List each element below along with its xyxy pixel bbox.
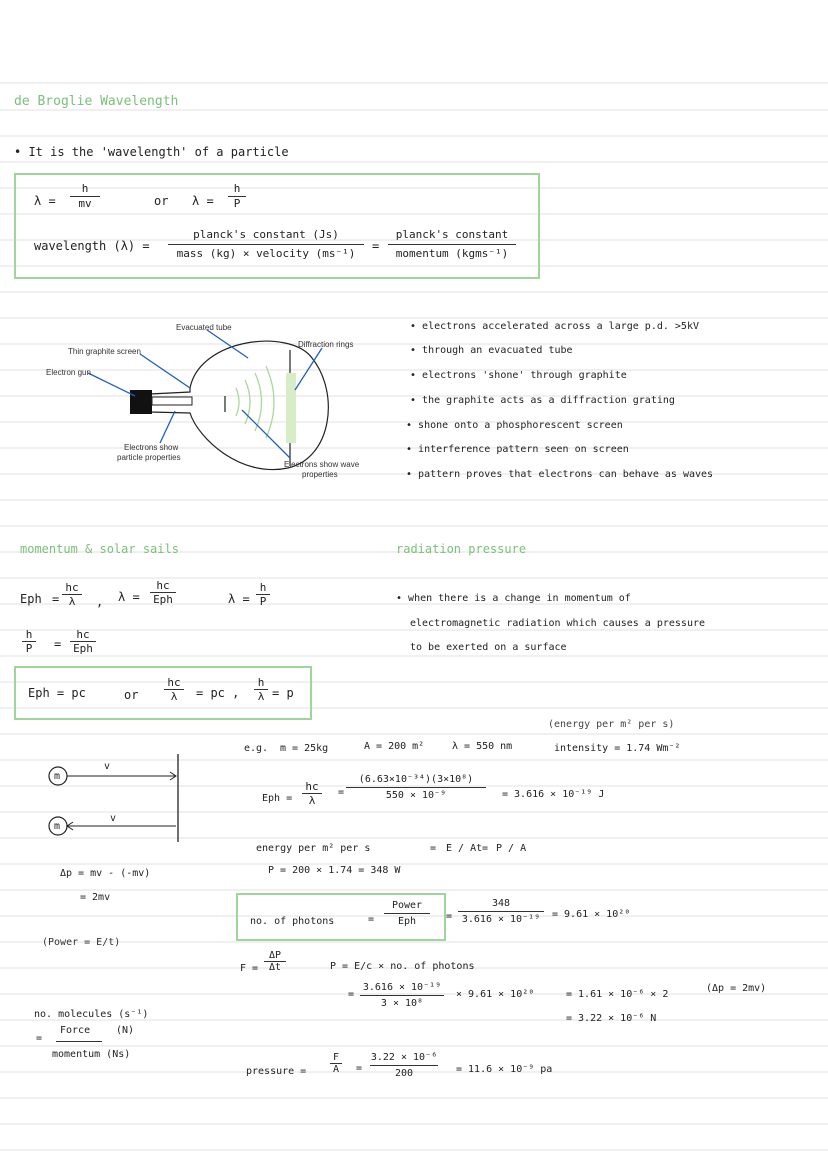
box-eph-pc: Eph = pc [28,686,86,700]
frac-h: h [257,676,265,689]
frac-lambda: λ [302,793,322,807]
frac-f-a [330,1052,342,1075]
area-value: A = 200 m² [364,741,425,752]
frac-h2: h [233,182,241,195]
force-calc-num: 3.616 × 10⁻¹⁹ [362,982,442,993]
radiation-line-1: • when there is a change in momentum of [396,593,631,604]
arrow-thin-graphite [140,354,190,388]
dp-line-1: Δp = mv - (-mv) [60,868,151,879]
radiation-line-3: to be exerted on a surface [410,642,567,653]
box-frac-hc-lambda [164,676,184,703]
frac-p: P [22,641,36,655]
frac-hc: hc [167,676,181,689]
mass-label-2: m [54,821,61,832]
frac-h: h [259,581,267,594]
frac-power: Power [391,900,423,911]
num-planck: planck's constant (Js) [193,228,339,241]
frac-h: h [81,182,89,195]
frac-dt: Δt [264,961,286,973]
frac-eph: Eph [384,913,430,927]
label-wave-1: Electrons show wave [284,460,360,469]
frac-348 [458,898,544,925]
e-over-at: E / At [446,843,483,854]
force-label: Force [60,1025,91,1036]
frac-348-num: 348 [491,898,511,909]
pressure-den: 200 [370,1065,438,1079]
frac-hc: hc [305,780,319,793]
frac-348-den: 3.616 × 10⁻¹⁹ [458,911,544,925]
frac-planck-mv [168,228,364,260]
lambda-eq-2: λ = [192,194,214,208]
calc-denominator: 550 × 10⁻⁹ [346,787,486,801]
frac-hc-lambda-ex [302,780,322,807]
energy-line: energy per m² per s [256,843,371,854]
wave-ring-3 [255,373,262,431]
pressure-label: pressure = [246,1066,307,1077]
frac-lambda: λ [254,689,268,703]
eph-result: = 3.616 × 10⁻¹⁹ J [502,789,605,800]
frac-lambda: λ [164,689,184,703]
exp-point: • shone onto a phosphorescent screen [406,420,623,431]
exp-text: electrons accelerated across a large p.d. >5kV [422,321,699,332]
exp-point: • pattern proves that electrons can behave as waves [406,469,714,480]
frac-pressure-calc [370,1052,438,1079]
frac-h-p [228,182,246,210]
frac-eph: Eph [150,592,176,606]
frac-h-mv [70,182,100,210]
den-momentum: momentum (kgms⁻¹) [388,244,516,260]
frac-hc-lambda [62,581,82,608]
eph-eq: Eph = [262,793,293,804]
eq-ex4: = [446,911,453,922]
frac-h-p-m [256,581,270,608]
eq-ex6: = [356,1063,363,1074]
lambda-eq-m2: λ = [228,592,250,606]
frac-force-calc [360,982,444,1009]
radiation-text-1: when there is a change in momentum of [408,593,631,604]
exp-point: • the graphite acts as a diffraction grating [410,395,675,406]
exp-text: the graphite acts as a diffraction grating [422,395,675,406]
force-underline [56,1041,102,1042]
eq-ex2: = [430,843,437,854]
exp-text: interference pattern seen on screen [418,444,629,455]
eq-m1: = [52,592,60,606]
f-eq: F = [240,963,259,974]
momentum-unit: momentum (Ns) [52,1049,131,1060]
exp-point: • through an evacuated tube [410,345,573,356]
box-end: = p [272,686,294,700]
label-diffraction-rings: Diffraction rings [298,340,354,349]
label-thin-graphite: Thin graphite screen [68,347,141,356]
exp-text: through an evacuated tube [422,345,573,356]
p-over-a: P / A [496,843,527,854]
frac-hc-eph [150,579,176,606]
dp-line-2: = 2mv [80,892,111,903]
label-electron-gun: Electron gun [46,368,91,377]
frac-h: h [25,628,33,641]
frac-hc: hc [65,581,79,594]
frac-hc: hc [156,579,170,592]
den-mass-velocity: mass (kg) × velocity (ms⁻¹) [168,244,364,260]
frac-dp-dt [264,950,286,973]
frac-dp: ΔP [268,950,282,961]
radiation-line-2: electromagnetic radiation which causes a pressure [410,618,706,629]
label-wave-2: properties [302,470,338,479]
dp-note: (Δp = 2mv) [706,983,767,994]
intro-bullet: • It is the 'wavelength' of a particle [14,145,289,159]
exp-text: pattern proves that electrons can behave as waves [418,469,714,480]
eq-ex3: = [368,914,375,925]
diffraction-rings-mark [286,373,296,443]
page-title: de Broglie Wavelength [14,94,179,109]
label-particle-2: particle properties [117,453,181,462]
velocity-2: v [110,813,117,824]
intensity-note: (energy per m² per s) [548,719,675,730]
electron-gun [130,390,152,414]
calc-numerator: (6.63×10⁻³⁴)(3×10⁸) [358,774,474,785]
frac-a: A [330,1063,342,1075]
momentum-title: momentum & solar sails [20,542,179,556]
eq-ex5: = [348,989,355,1000]
exp-point: • electrons 'shone' through graphite [410,370,627,381]
eq-m2: = [54,637,62,651]
exp-point: • electrons accelerated across a large p.d. >5kV [410,321,699,332]
box-or: or [124,688,139,702]
pressure-result: = 11.6 × 10⁻⁹ pa [456,1064,553,1075]
arrow-wave [242,410,290,458]
exp-text: shone onto a phosphorescent screen [418,420,623,431]
arrow-particle [160,411,175,443]
pressure-num: 3.22 × 10⁻⁶ [370,1052,438,1063]
frac-mv: mv [70,196,100,210]
power-calc: P = 200 × 1.74 = 348 W [268,865,401,876]
frac-hc-eph-2 [70,628,96,655]
frac-hc: hc [76,628,90,641]
collision-diagram [44,750,194,850]
eg-label: e.g. [244,743,269,754]
force-result-1: = 1.61 × 10⁻⁶ × 2 [566,989,669,1000]
box-frac-h-lambda [254,676,268,703]
photons-result: = 9.61 × 10²⁰ [552,909,631,920]
or-1: or [154,194,169,208]
eq-ex1: = [338,787,345,798]
eq-1: = [372,239,380,253]
num-planck-2: planck's constant [395,228,509,241]
velocity-1: v [104,761,111,772]
force-calc-den: 3 × 10⁸ [360,995,444,1009]
arrow-gun [88,373,135,396]
wave-ring-4 [266,366,274,438]
mass-label-1: m [54,771,61,782]
eq-ex2b: = [482,843,489,854]
power-note: (Power = E/t) [42,937,121,948]
intro-text: It is the 'wavelength' of a particle [28,145,289,159]
frac-p: P [228,196,246,210]
force-unit: (N) [116,1025,135,1036]
eph-1: Eph [20,592,42,606]
eq-collision: = [36,1033,43,1044]
wavelength-label: wavelength (λ) = [34,239,150,253]
exp-text: electrons 'shone' through graphite [422,370,627,381]
lambda-eq-1: λ = [34,194,56,208]
wave-ring-1 [236,388,239,416]
no-molecules: no. molecules (s⁻¹) [34,1009,149,1020]
intensity-value: intensity = 1.74 Wm⁻² [554,743,681,754]
no-photons: no. of photons [250,916,335,927]
lambda-eq-m: λ = [118,590,140,604]
mass-value: m = 25kg [280,743,329,754]
frac-lambda: λ [62,594,82,608]
frac-f: F [332,1052,340,1063]
force-mult: × 9.61 × 10²⁰ [456,989,535,1000]
label-evacuated-tube: Evacuated tube [176,323,232,332]
box-tail: = pc , [196,686,240,700]
wavelength-value: λ = 550 nm [452,741,513,752]
frac-power-eph [384,900,430,927]
force-result-2: = 3.22 × 10⁻⁶ N [566,1013,657,1024]
p-eq-photons: P = E/c × no. of photons [330,961,475,972]
frac-h-p-2 [22,628,36,655]
frac-p: P [256,594,270,608]
frac-eph-calc [346,774,486,801]
exp-point: • interference pattern seen on screen [406,444,629,455]
frac-eph: Eph [70,641,96,655]
frac-planck-momentum [388,228,516,260]
radiation-title: radiation pressure [396,542,527,556]
label-particle-1: Electrons show [124,443,179,452]
comma-1: , [96,595,104,609]
